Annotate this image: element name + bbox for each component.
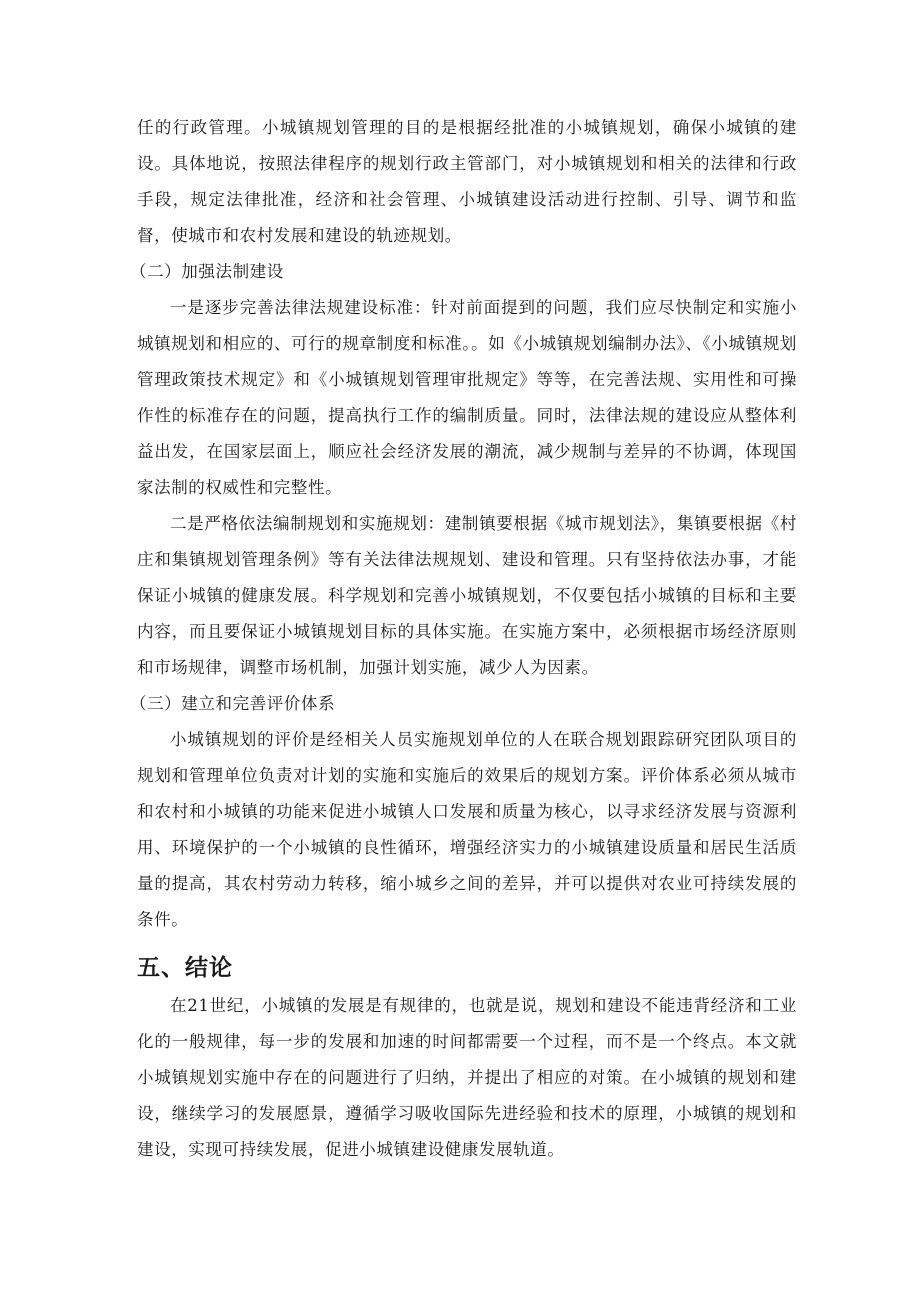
paragraph-evaluation: 小城镇规划的评价是经相关人员实施规划单位的人在联合规划跟踪研究团队项目的规划和管理单位负责对计划的实施和实施后的效果后的规划方案。评价体系必须从城市和农村和小城镇的功能来促进小城镇人口发展和质量为核心，以寻求经济发展与资源利用、环境保护的一个小城镇的良性循环，增强经济实力的小城镇建设质量和居民生活质量的提高，其农村劳动力转移，缩小城乡之间的差异，并可以提供对农业可持续发展的条件。 [137, 730, 797, 929]
heading-evaluation-system: （三）建立和完善评价体系 [130, 694, 336, 713]
paragraph-plan-by-law: 二是严格依法编制规划和实施规划：建制镇要根据《城市规划法》，集镇要根据《村庄和集镇规划管理条例》等有关法律法规规划、建设和管理。只有坚持依法办事，才能保证小城镇的健康发展。科学规划和完善小城镇规划，不仅要包括小城镇的目标和主要内容，而且要保证小城镇规划目标的具体实施。在实施方案中，必须根据市场经济原则和市场规律，调整市场机制，加强计划实施，减少人为因素。 [137, 514, 797, 677]
paragraph-admin-management: 任的行政管理。小城镇规划管理的目的是根据经批准的小城镇规划，确保小城镇的建设。具体地说，按照法律程序的规划行政主管部门，对小城镇规划和相关的法律和行政手段，规定法律批准，经济和社会管理、小城镇建设活动进行控制、引导、调节和监督，使城市和农村发展和建设的轨迹规划。 [137, 118, 797, 245]
section-title-conclusion: 五、结论 [137, 955, 233, 981]
document-page [130, 110, 797, 1168]
heading-legal-construction: （二）加强法制建设 [130, 262, 284, 281]
paragraph-conclusion: 在21世纪，小城镇的发展是有规律的，也就是说，规划和建设不能违背经济和工业化的一般规律，每一步的发展和加速的时间都需要一个过程，而不是一个终点。本文就小城镇规划实施中存在的问题进行了归纳，并提出了相应的对策。在小城镇的规划和建设，继续学习的发展愿景，遵循学习吸收国际先进经验和技术的原理，小城镇的规划和建设，实现可持续发展，促进小城镇建设健康发展轨道。 [137, 996, 797, 1159]
paragraph-laws-standards: 一是逐步完善法律法规建设标准：针对前面提到的问题，我们应尽快制定和实施小城镇规划和相应的、可行的规章制度和标准。。如《小城镇规划编制办法》、《小城镇规划管理政策技术规定》和《小城镇规划管理审批规定》等等，在完善法规、实用性和可操作性的标准存在的问题，提高执行工作的编制质量。同时，法律法规的建设应从整体利益出发，在国家层面上，顺应社会经济发展的潮流，减少规制与差异的不协调，体现国家法制的权威性和完整性。 [137, 298, 797, 497]
